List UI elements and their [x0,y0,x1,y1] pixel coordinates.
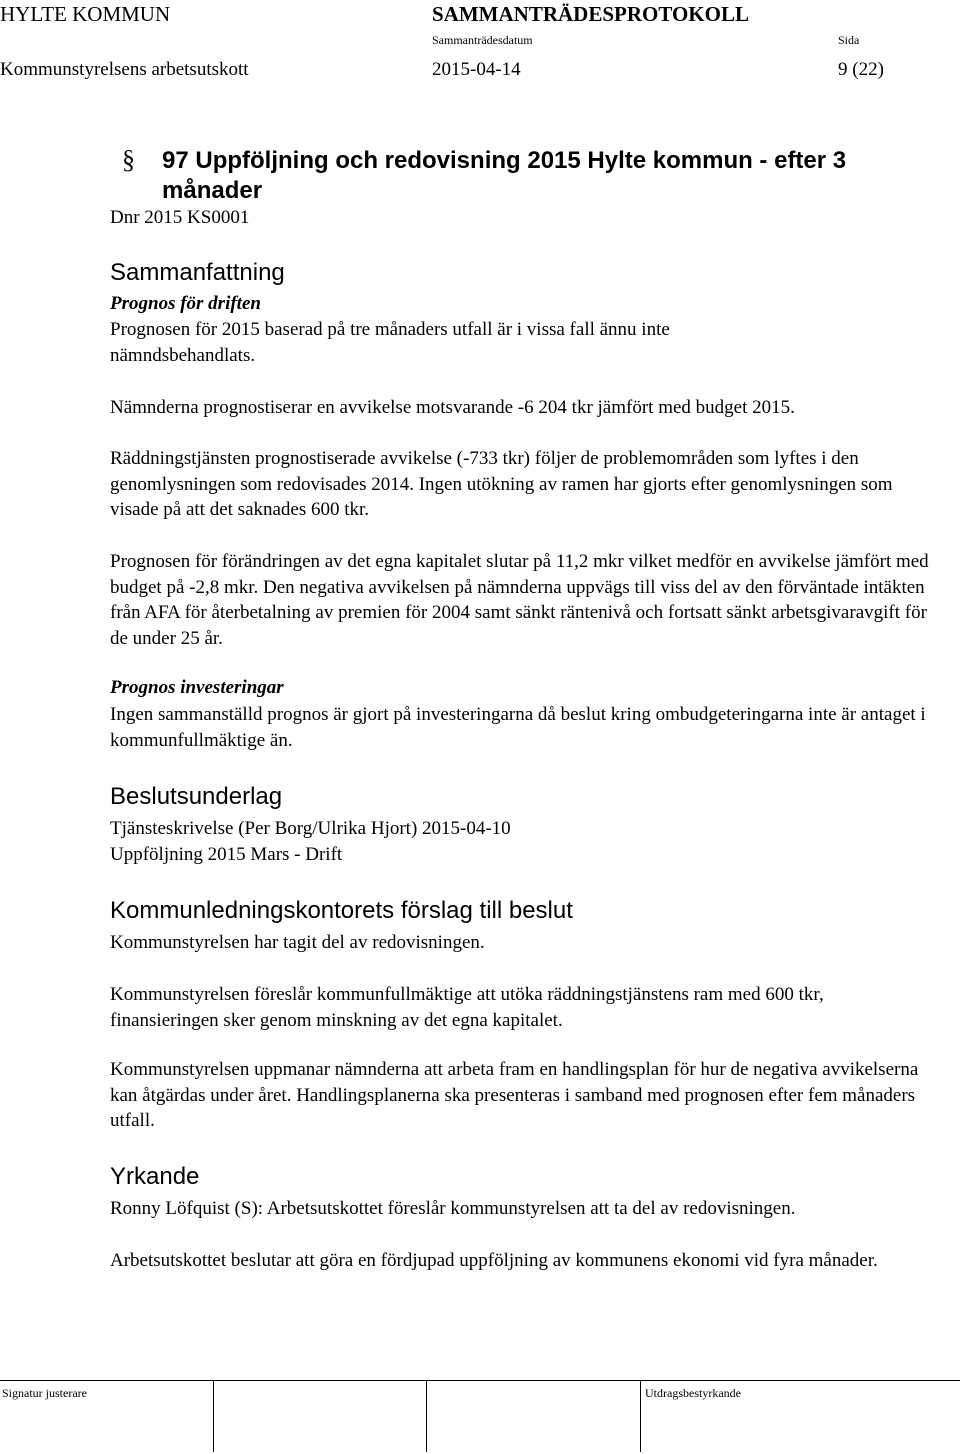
beslutsunderlag-item: Uppföljning 2015 Mars - Drift [110,844,343,865]
subheading-drift: Prognos för driften [110,293,261,314]
dnr-number: Dnr 2015 KS0001 [110,207,250,228]
meeting-date: 2015-04-14 [432,59,521,80]
paragraph-forslag-2: Kommunstyrelsen föreslår kommunfullmäktige att utöka räddningstjänstens ram med 600 tkr, finansieringen sker genom minskning av det egna kapitalet. [110,984,824,1031]
footer-column-divider [213,1380,214,1452]
heading-beslutsunderlag: Beslutsunderlag [110,783,283,810]
paragraph-sign-icon: § [122,145,135,174]
beslutsunderlag-item: Tjänsteskrivelse (Per Borg/Ulrika Hjort) 2015-04-10 [110,818,511,839]
municipality-name: HYLTE KOMMUN [0,2,171,26]
committee-name: Kommunstyrelsens arbetsutskott [0,59,249,80]
page-number: 9 (22) [838,59,884,80]
footer-column-divider [640,1380,641,1452]
paragraph-namnderna: Nämnderna prognostiserar en avvikelse motsvarande -6 204 tkr jämfört med budget 2015. [110,397,795,418]
paragraph-eget-kapital: Prognosen för förändringen av det egna kapitalet slutar på 11,2 mkr vilket medför en avvikelse jämfört med budget på -2,8 mkr. Den negativa avvikelsen på nämnderna uppvägs till viss del av den förväntade intäkten från AFA för återbetalning av premien för 2004 samt sänkt räntenivå och fortsatt sänkt arbetsgivaravgift för de under 25 år. [110,551,929,649]
signatur-label: Signatur justerare [2,1386,87,1400]
heading-forslag: Kommunledningskontorets förslag till beslut [110,897,573,924]
paragraph-yrkande-1: Ronny Löfquist (S): Arbetsutskottet föreslår kommunstyrelsen att ta del av redovisningen. [110,1198,796,1219]
paragraph-forslag-3: Kommunstyrelsen uppmanar nämnderna att arbeta fram en handlingsplan för hur de negativa avvikelserna kan åtgärdas under året. Handlingsplanerna ska presenteras i samband med prognosen efter fem månaders utfall. [110,1059,919,1131]
footer-divider [0,1380,960,1381]
heading-yrkande: Yrkande [110,1163,200,1190]
heading-sammanfattning: Sammanfattning [110,259,285,286]
page-label: Sida [838,33,860,47]
paragraph-yrkande-2: Arbetsutskottet beslutar att göra en fördjupad uppföljning av kommunens ekonomi vid fyra månader. [110,1250,878,1271]
footer-column-divider [426,1380,427,1452]
paragraph-forslag-1: Kommunstyrelsen har tagit del av redovisningen. [110,932,485,953]
utdrag-label: Utdragsbestyrkande [645,1386,741,1400]
paragraph-raddningstjansten: Räddningstjänsten prognostiserade avvikelse (-733 tkr) följer de problemområden som lyftes i den genomlysningen som redovisades 2014. Ingen utökning av ramen har gjorts efter genomlysningen som visade på att det saknades 600 tkr. [110,448,893,520]
subheading-investeringar: Prognos investeringar [110,677,284,698]
section-title: 97 Uppföljning och redovisning 2015 Hylte kommun - efter 3 månader [162,147,847,204]
paragraph-prognosen: Prognosen för 2015 baserad på tre månaders utfall är i vissa fall ännu inte nämndsbehandlats. [110,319,670,366]
date-label: Sammanträdesdatum [432,33,533,47]
paragraph-investeringar: Ingen sammanställd prognos är gjort på investeringarna då beslut kring ombudgeteringarna inte är antaget i kommunfullmäktige än. [110,704,926,751]
protocol-title: SAMMANTRÄDESPROTOKOLL [432,2,749,26]
